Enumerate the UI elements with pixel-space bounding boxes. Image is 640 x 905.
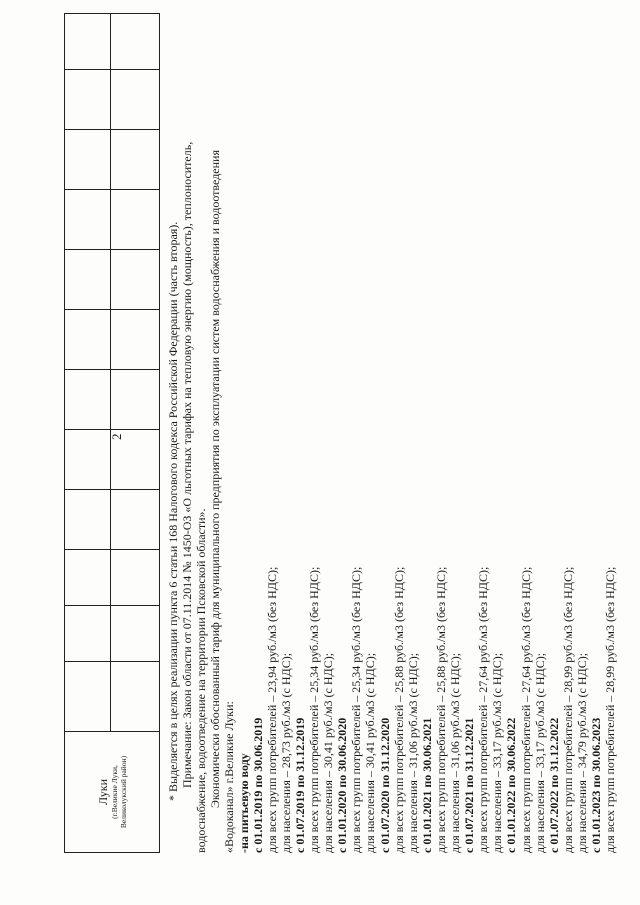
document-line: для населения – 30,41 руб./м3 (с НДС); — [363, 652, 378, 853]
table-column-divider — [65, 129, 159, 130]
period-heading: с 01.07.2020 по 31.12.2020 — [377, 717, 392, 853]
document-line: Экономически обоснованный тариф для муниципального предприятия по эксплуатации систем водоснабжения и водоотведения — [208, 150, 223, 808]
table-column-divider — [65, 605, 159, 606]
document-line: для населения – 31,06 руб./м3 (с НДС); — [405, 652, 420, 853]
table-column-divider — [65, 731, 159, 732]
document-line: Примечание: Закон области от 07.11.2014 № 1450-ОЗ «О льготных тарифах на тепловую энергию (мощность), теплоноситель, — [180, 141, 195, 788]
period-heading: с 01.07.2022 по 31.12.2022 — [546, 717, 561, 853]
table-first-cell — [65, 732, 159, 852]
document-line: для населения – 34,79 руб./м3 (с НДС); — [574, 652, 589, 853]
document-line: для всех групп потребителей – 27,64 руб./м3 (без НДС); — [476, 566, 491, 853]
table-row-divider — [110, 14, 111, 732]
document-line: для населения – 33,17 руб./м3 (с НДС); — [490, 652, 505, 853]
document-line: для всех групп потребителей – 23,94 руб./м3 (без НДС); — [264, 566, 279, 853]
document-line: для всех групп потребителей – 25,88 руб./м3 (без НДС); — [433, 566, 448, 853]
table-column-divider — [65, 369, 159, 370]
document-line: водоснабжение, водоотведение на территории Псковской области». — [194, 508, 209, 853]
period-heading: с 01.01.2019 по 30.06.2019 — [250, 717, 265, 853]
document-line: для всех групп потребителей – 28,99 руб./м3 (без НДС); — [603, 566, 618, 853]
document-line: для населения – 31,06 руб./м3 (с НДС); — [448, 652, 462, 853]
document-line: для населения – 30,41 руб./м3 (с НДС); — [321, 652, 336, 853]
table-column-divider — [65, 309, 159, 310]
period-heading: с 01.01.2022 по 30.06.2022 — [504, 717, 519, 853]
document-line: для всех групп потребителей – 25,88 руб./м3 (без НДС); — [391, 566, 406, 853]
table-city-sub-label: (г.Великие Луки, Великолукский район) — [109, 755, 128, 829]
rotated-page — [0, 8, 620, 893]
document-line: для населения – 28,73 руб./м3 (с НДС); — [278, 652, 293, 853]
table-column-divider — [65, 661, 159, 662]
period-heading: -на питьевую воду — [236, 753, 251, 853]
document-line: для всех групп потребителей – 25,34 руб./м3 (без НДС); — [307, 566, 321, 853]
period-heading: с 01.01.2023 по 30.06.2023 — [589, 717, 603, 853]
document-line: для населения – 33,17 руб./м3 (с НДС); — [532, 652, 547, 853]
table-column-divider — [65, 489, 159, 490]
document-line: «Водоканал» г.Великие Луки: — [222, 701, 237, 853]
table-column-divider — [65, 189, 159, 190]
page-number: 2 — [109, 433, 124, 440]
table-column-divider — [65, 549, 159, 550]
table-column-divider — [65, 249, 159, 250]
document-line: для всех групп потребителей – 28,99 руб./м3 (без НДС); — [560, 566, 575, 853]
period-heading: с 01.01.2020 по 30.06.2020 — [335, 717, 350, 853]
table-city-label: Луки — [95, 778, 110, 806]
period-heading: с 01.07.2019 по 31.12.2019 — [292, 717, 307, 853]
document-line: для всех групп потребителей – 27,64 руб./м3 (без НДС); — [518, 566, 533, 853]
period-heading: с 01.07.2021 по 31.12.2021 — [462, 717, 477, 853]
document-line: для всех групп потребителей – 25,34 руб./м3 (без НДС); — [349, 566, 364, 853]
period-heading: с 01.01.2021 по 30.06.2021 — [419, 717, 434, 853]
table-column-divider — [65, 429, 159, 430]
table-column-divider — [65, 69, 159, 70]
document-line: * Выделяется в целях реализации пункта 6 статьи 168 Налогового кодекса Российской Федерации (часть вторая). — [166, 221, 180, 801]
